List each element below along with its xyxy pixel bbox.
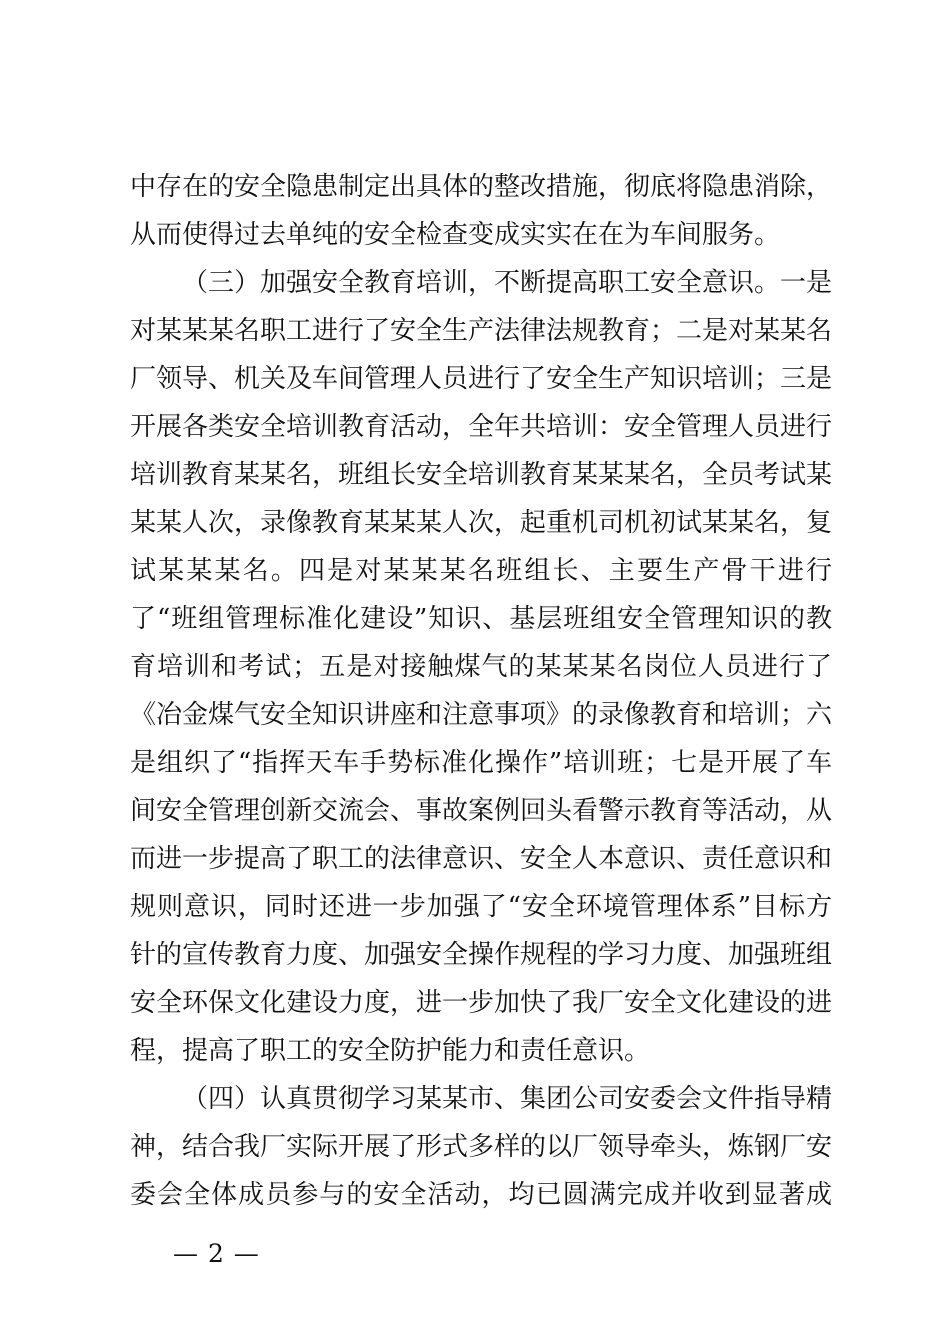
text-line: 是组织了“指挥天车手势标准化操作”培训班；七是开展了车 [130, 748, 832, 778]
text-line: 针的宣传教育力度、加强安全操作规程的学习力度、加强班组 [130, 940, 833, 970]
text-line: 从而使得过去单纯的安全检查变成实实在在为车间服务。 [130, 220, 781, 250]
text-line: 神，结合我厂实际开展了形式多样的以厂领导牵头，炼钢厂安 [130, 1132, 833, 1162]
text-line: 规则意识，同时还进一步加强了“安全环境管理体系”目标方 [130, 892, 832, 922]
text-line: 某某人次，录像教育某某某人次，起重机司机初试某某名，复 [130, 508, 833, 538]
text-line: 间安全管理创新交流会、事故案例回头看警示教育等活动，从 [130, 796, 833, 826]
text-line: 开展各类安全培训教育活动，全年共培训：安全管理人员进行 [130, 412, 833, 442]
text-line: 对某某某名职工进行了安全生产法律法规教育；二是对某某名 [130, 316, 833, 346]
paragraph-heading-3: （三）加强安全教育培训，不断提高职工安全意识。一是 [182, 268, 833, 298]
text-line: 了“班组管理标准化建设”知识、基层班组安全管理知识的教 [130, 604, 832, 634]
text-line: 《冶金煤气安全知识讲座和注意事项》的录像教育和培训；六 [130, 700, 833, 730]
text-line: 试某某某名。四是对某某某名班组长、主要生产骨干进行 [130, 556, 832, 586]
text-line: 委会全体成员参与的安全活动，均已圆满完成并收到显著成 [130, 1180, 832, 1210]
text-line: 中存在的安全隐患制定出具体的整改措施，彻底将隐患消除， [130, 172, 833, 202]
text-line: 而进一步提高了职工的法律意识、安全人本意识、责任意识和 [130, 844, 833, 874]
text-line: 育培训和考试；五是对接触煤气的某某某名岗位人员进行了 [130, 652, 832, 682]
text-line: 培训教育某某名，班组长安全培训教育某某某名，全员考试某 [130, 460, 833, 490]
page-number: — 2 — [173, 1239, 260, 1268]
text-line: 安全环保文化建设力度，进一步加快了我厂安全文化建设的进 [130, 988, 833, 1018]
paragraph-heading-4: （四）认真贯彻学习某某市、集团公司安委会文件指导精 [182, 1084, 833, 1114]
text-line: 程，提高了职工的安全防护能力和责任意识。 [130, 1036, 651, 1066]
text-line: 厂领导、机关及车间管理人员进行了安全生产知识培训；三是 [130, 364, 833, 394]
